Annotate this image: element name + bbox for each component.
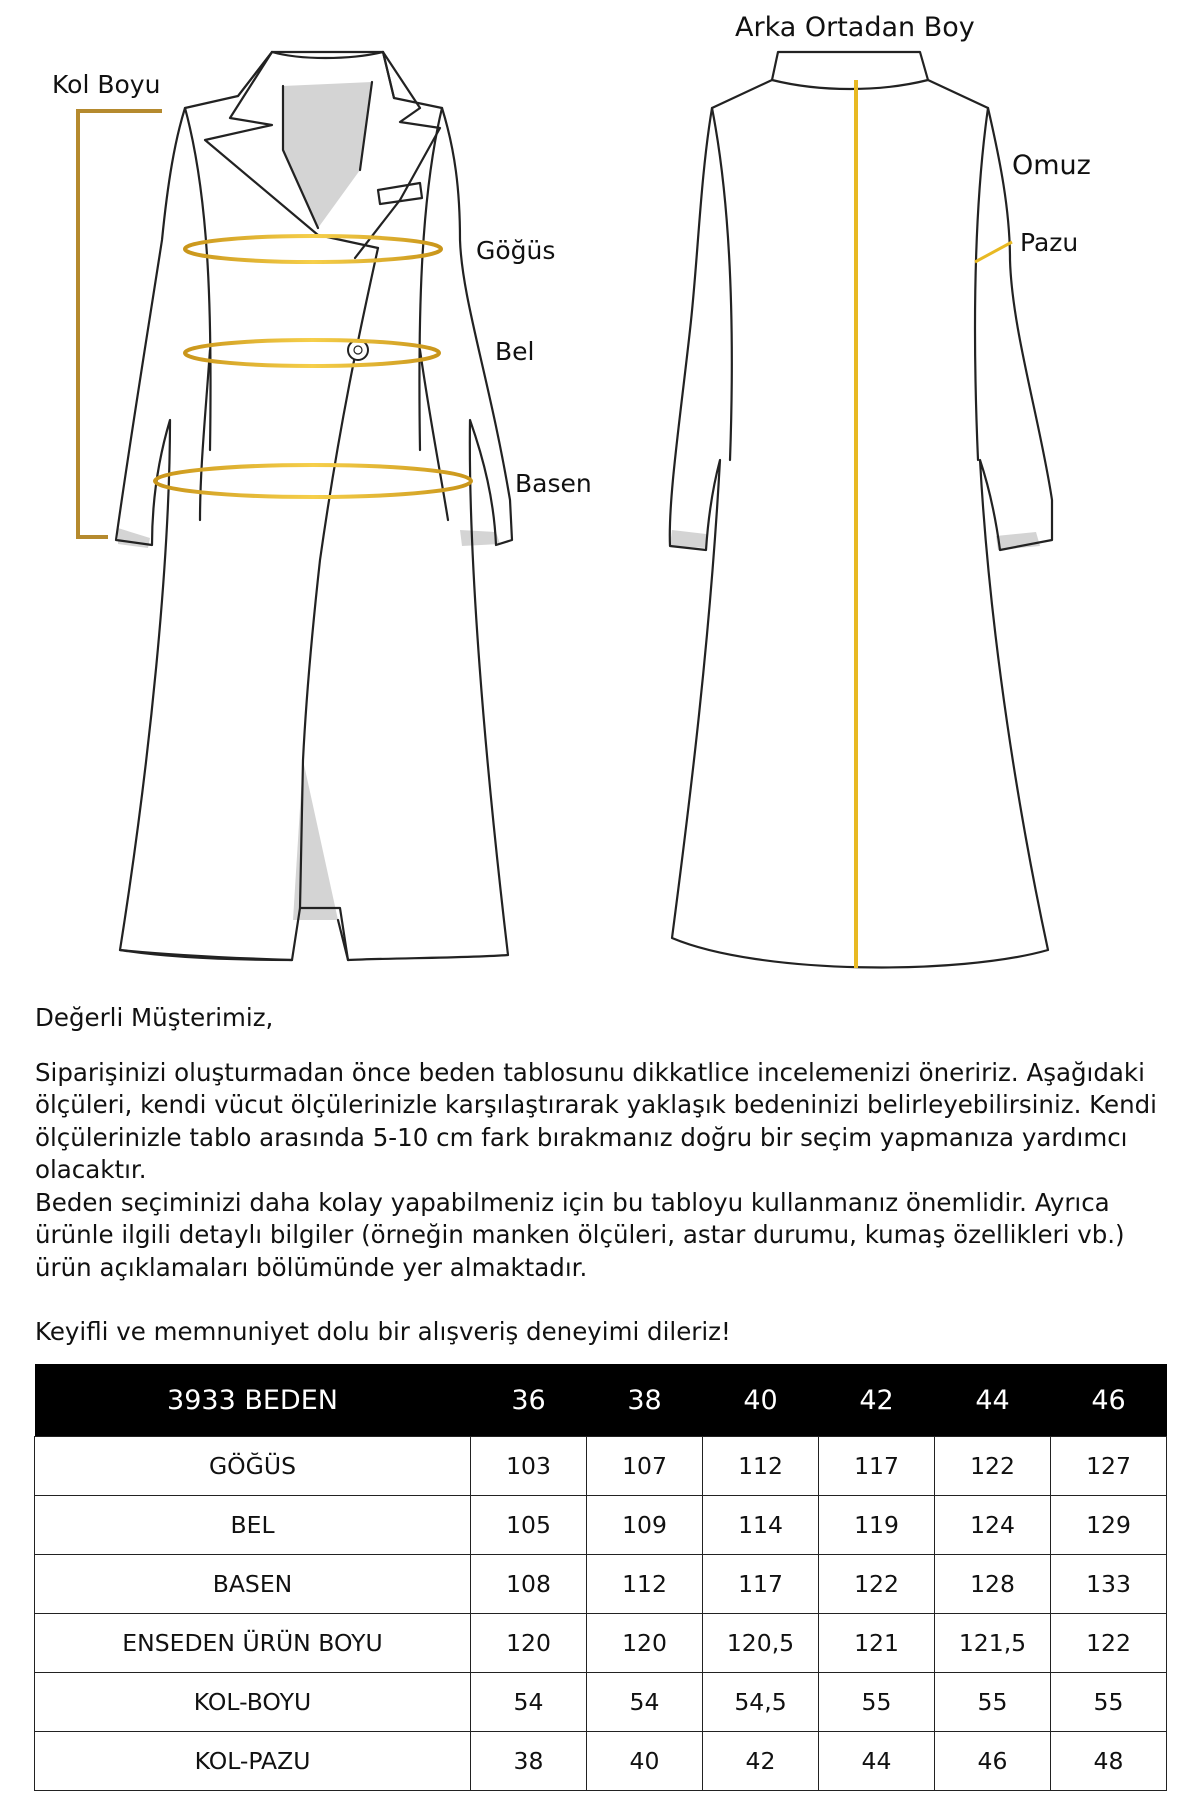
table-header-cell: 3933 BEDEN [35, 1364, 471, 1437]
label-kol-boyu: Kol Boyu [52, 70, 161, 99]
table-cell: 119 [819, 1496, 935, 1555]
table-cell: 107 [587, 1437, 703, 1496]
table-cell: 129 [1051, 1496, 1167, 1555]
table-cell: 108 [471, 1555, 587, 1614]
label-arka-ortadan-boy: Arka Ortadan Boy [735, 12, 975, 43]
table-cell: KOL-BOYU [35, 1673, 471, 1732]
table-cell: 114 [703, 1496, 819, 1555]
table-cell: BASEN [35, 1555, 471, 1614]
table-cell: 103 [471, 1437, 587, 1496]
table-cell: 38 [471, 1732, 587, 1791]
back-coat-outline [670, 52, 1052, 967]
table-header-cell: 42 [819, 1364, 935, 1437]
table-row [35, 1437, 1167, 1496]
letter-paragraph-1: Siparişinizi oluşturmadan önce beden tablosunu dikkatlice incelemenizi öneririz. Aşağıdaki ölçüleri, kendi vücut ölçülerinizle karşılaştırarak yaklaşık bedeninizi belirleyebilirsiniz. Kendi ölçülerinizle tablo arasında 5-10 cm fark bırakmanız doğru bir seçim yapmanıza yardımcı olacaktır. [35, 1057, 1157, 1184]
table-cell: 121 [819, 1614, 935, 1673]
table-header-cell: 36 [471, 1364, 587, 1437]
label-pazu: Pazu [1020, 228, 1079, 257]
table-header-cell: 40 [703, 1364, 819, 1437]
table-cell: 112 [587, 1555, 703, 1614]
letter-paragraph-2: Beden seçiminizi daha kolay yapabilmeniz için bu tabloyu kullanmanız önemlidir. Ayrıca ürünle ilgili detaylı bilgiler (örneğin manken ölçüleri, astar durumu, kumaş özellikleri vb.) ürün açıklamaları bölümünde yer almaktadır. [35, 1187, 1125, 1282]
table-cell: 127 [1051, 1437, 1167, 1496]
table-cell: 48 [1051, 1732, 1167, 1791]
letter-closing: Keyifli ve memnuniyet dolu bir alışveriş deneyimi dileriz! [35, 1317, 731, 1346]
label-omuz: Omuz [1012, 150, 1091, 181]
size-table [34, 1364, 1167, 1791]
table-cell: 55 [1051, 1673, 1167, 1732]
table-cell: 133 [1051, 1555, 1167, 1614]
table-row [35, 1555, 1167, 1614]
back-coat-drawing [670, 52, 1052, 967]
front-collar-lining [283, 82, 372, 228]
table-row [35, 1614, 1167, 1673]
table-cell: BEL [35, 1496, 471, 1555]
table-cell: 54,5 [703, 1673, 819, 1732]
label-basen: Basen [515, 469, 592, 498]
table-cell: 54 [587, 1673, 703, 1732]
table-cell: 120 [587, 1614, 703, 1673]
table-cell: 112 [703, 1437, 819, 1496]
table-cell: 40 [587, 1732, 703, 1791]
table-cell: 120,5 [703, 1614, 819, 1673]
table-header-cell: 38 [587, 1364, 703, 1437]
gogus-measure-ellipse [185, 236, 441, 262]
table-cell: 44 [819, 1732, 935, 1791]
table-cell: 54 [471, 1673, 587, 1732]
pazu-measure-line [975, 242, 1012, 262]
table-cell: 128 [935, 1555, 1051, 1614]
table-row [35, 1673, 1167, 1732]
table-cell: 124 [935, 1496, 1051, 1555]
table-cell: 121,5 [935, 1614, 1051, 1673]
table-header-cell: 46 [1051, 1364, 1167, 1437]
table-cell: 42 [703, 1732, 819, 1791]
table-cell: 55 [935, 1673, 1051, 1732]
table-row [35, 1732, 1167, 1791]
table-cell: 55 [819, 1673, 935, 1732]
front-coat-drawing [116, 52, 512, 960]
basen-measure-ellipse [155, 465, 471, 497]
table-cell: 105 [471, 1496, 587, 1555]
label-gogus: Göğüs [476, 236, 556, 265]
table-cell: ENSEDEN ÜRÜN BOYU [35, 1614, 471, 1673]
table-cell: 46 [935, 1732, 1051, 1791]
table-cell: 122 [1051, 1614, 1167, 1673]
table-cell: 109 [587, 1496, 703, 1555]
label-bel: Bel [495, 337, 535, 366]
table-cell: KOL-PAZU [35, 1732, 471, 1791]
table-header-row [35, 1364, 1167, 1437]
table-row [35, 1496, 1167, 1555]
letter-greeting: Değerli Müşterimiz, [35, 1003, 274, 1032]
bel-measure-ellipse [185, 340, 439, 366]
table-header-cell: 44 [935, 1364, 1051, 1437]
table-cell: 117 [703, 1555, 819, 1614]
customer-letter [35, 1002, 1165, 1349]
table-cell: 122 [935, 1437, 1051, 1496]
breast-pocket [378, 183, 422, 204]
table-cell: 120 [471, 1614, 587, 1673]
table-cell: 122 [819, 1555, 935, 1614]
table-cell: 117 [819, 1437, 935, 1496]
table-cell: GÖĞÜS [35, 1437, 471, 1496]
